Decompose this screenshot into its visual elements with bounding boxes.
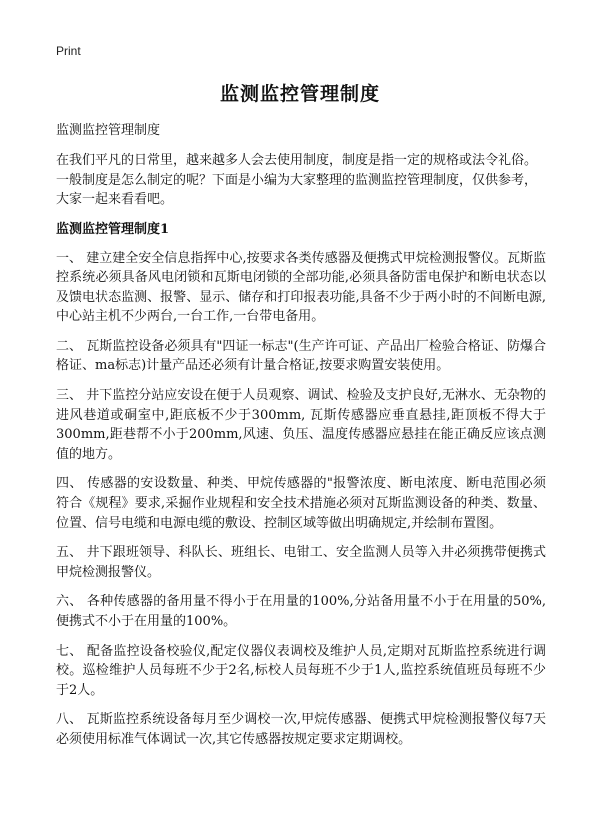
print-link[interactable]: Print [56,44,81,58]
paragraph-8: 八、 瓦斯监控系统设备每月至少调校一次,甲烷传感器、便携式甲烷检测报警仪每7天必须使用标准气体调试一次,其它传感器按规定要求定期调校。 [56,712,546,747]
document-body [56,121,546,760]
paragraph-3: 三、 井下监控分站应安设在便于人员观察、调试、检验及支护良好,无淋水、无杂物的进风巷道或硐室中,距底板不少于300mm, 瓦斯传感器应垂直悬挂,距顶板不得大于300mm,距巷帮不小于200mm,风速、负压、温度传感器应悬挂在能正确反应该点测值的地方。 [56,388,546,462]
intro-paragraph: 在我们平凡的日常里，越来越多人会去使用制度，制度是指一定的规格或法令礼俗。一般制度是怎么制定的呢？下面是小编为大家整理的监测监控管理制度，仅供参考，大家一起来看看吧。 [56,153,538,207]
section-heading: 监测监控管理制度1 [56,221,170,237]
paragraph-6: 六、 各种传感器的备用量不得小于在用量的100%,分站备用量不小于在用量的50%,便携式不小于在用量的100%。 [56,594,546,629]
paragraph-4: 四、 传感器的安设数量、种类、甲烷传感器的"报警浓度、断电浓度、断电范围必须符合《规程》要求,采掘作业规程和安全技术措施必须对瓦斯监测设备的种类、数量、位置、信号电缆和电源电缆的敷设、控制区域等做出明确规定,并绘制布置图。 [56,476,546,531]
page-title: 监测监控管理制度 [219,83,380,105]
paragraph-2: 二、 瓦斯监控设备必须具有"四证一标志"(生产许可证、产品出厂检验合格证、防爆合格证、ma标志)计量产品还必须有计量合格证,按要求购置安装使用。 [56,338,546,374]
document-subtitle: 监测监控管理制度 [56,123,161,138]
paragraph-1: 一、 建立建全安全信息指挥中心,按要求各类传感器及便携式甲烷检测报警仪。瓦斯监控系统必须具备风电闭锁和瓦斯电闭锁的全部功能,必须具备防雷电保护和断电状态以及馈电状态监测、报警、显示、储存和打印报表功能,具备不少于两小时的不间断电源,中心站主机不少两台,一台工作,一台带电备用。 [56,250,546,325]
paragraph-5: 五、 井下跟班领导、科队长、班组长、电钳工、安全监测人员等入井必须携带便携式甲烷检测报警仪。 [56,545,546,580]
paragraph-7: 七、 配备监控设备校验仪,配定仪器仪表调校及维护人员,定期对瓦斯监控系统进行调校。巡检维护人员每班不少于2名,标校人员每班不少于1人,监控系统值班员每班不少于2人。 [56,643,546,698]
